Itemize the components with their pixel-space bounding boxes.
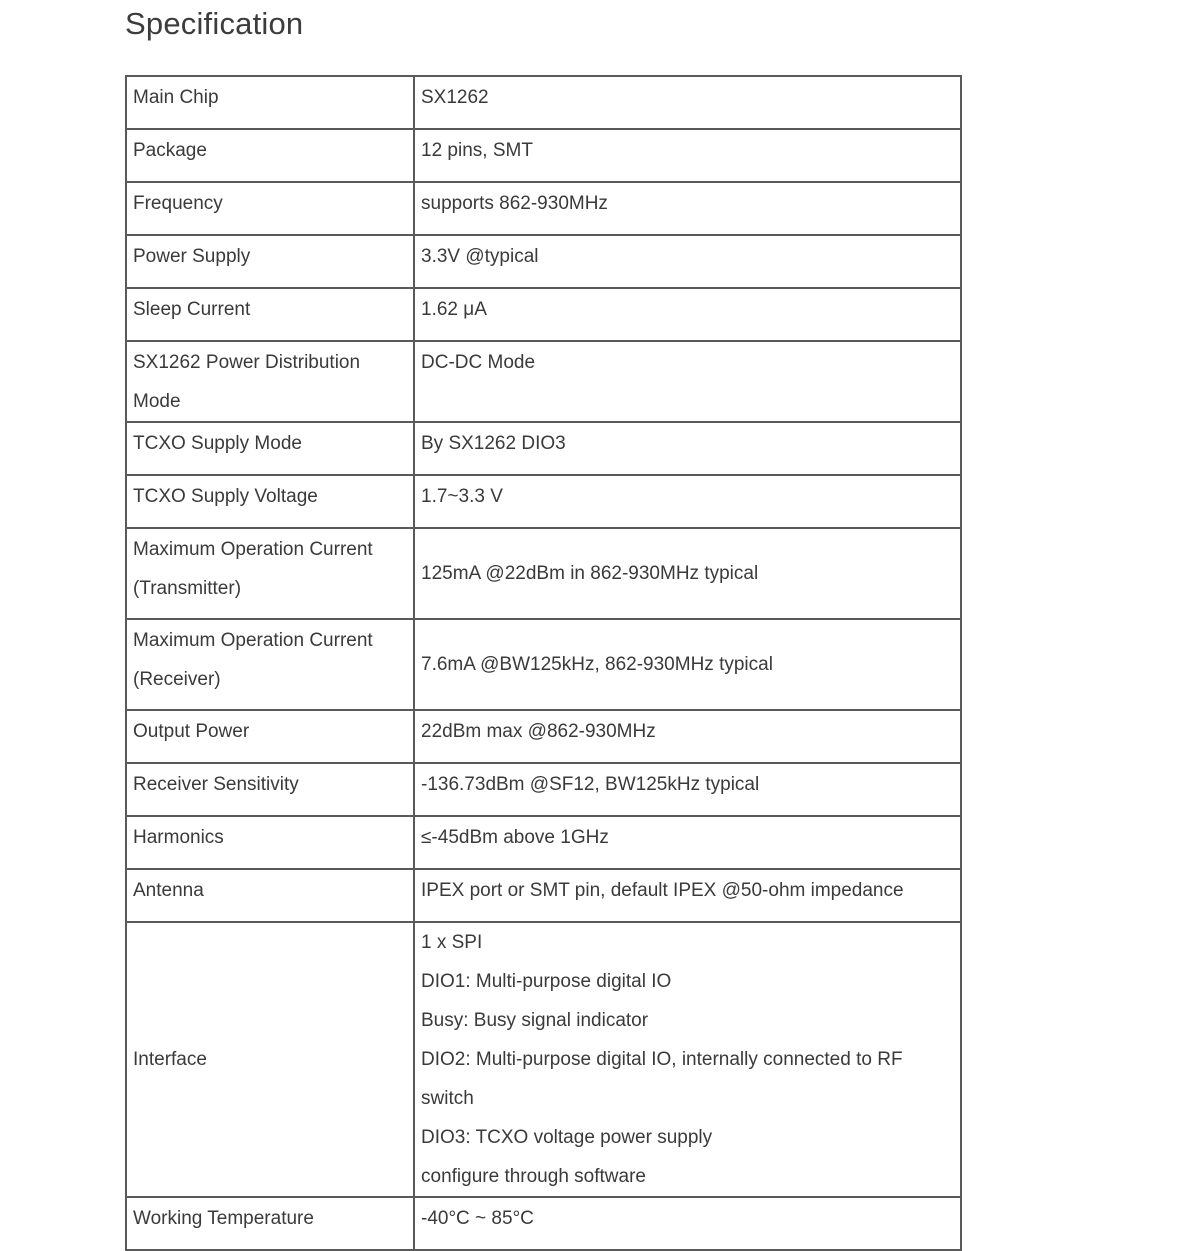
spec-value: ≤-45dBm above 1GHz	[414, 816, 961, 869]
spec-value: 3.3V @typical	[414, 235, 961, 288]
spec-label: Working Temperature	[126, 1197, 414, 1250]
spec-row-max-current-transmitter	[126, 528, 961, 619]
spec-label: Sleep Current	[126, 288, 414, 341]
spec-label: TCXO Supply Voltage	[126, 475, 414, 528]
spec-row-receiver-sensitivity	[126, 763, 961, 816]
spec-label-line: (Receiver)	[133, 669, 221, 690]
spec-label: Output Power	[126, 710, 414, 763]
spec-row-sleep-current	[126, 288, 961, 341]
specification-table	[125, 75, 962, 1251]
spec-value: 1.62 μA	[414, 288, 961, 341]
spec-value-line: configure through software	[421, 1166, 646, 1187]
spec-row-tcxo-supply-voltage	[126, 475, 961, 528]
spec-value-line: DIO2: Multi-purpose digital IO, internally connected to RF switch	[421, 1049, 903, 1109]
spec-row-harmonics	[126, 816, 961, 869]
spec-row-antenna	[126, 869, 961, 922]
spec-value: 7.6mA @BW125kHz, 862-930MHz typical	[414, 619, 961, 710]
spec-row-working-temperature	[126, 1197, 961, 1250]
spec-label	[126, 619, 414, 710]
spec-label: Antenna	[126, 869, 414, 922]
spec-value: 22dBm max @862-930MHz	[414, 710, 961, 763]
spec-row-frequency	[126, 182, 961, 235]
spec-value-line: Busy: Busy signal indicator	[421, 1010, 649, 1031]
spec-label-line: Maximum Operation Current	[133, 539, 373, 560]
spec-label: Frequency	[126, 182, 414, 235]
spec-value: By SX1262 DIO3	[414, 422, 961, 475]
spec-row-tcxo-supply-mode	[126, 422, 961, 475]
spec-value: 12 pins, SMT	[414, 129, 961, 182]
spec-label: Harmonics	[126, 816, 414, 869]
spec-label-line: Maximum Operation Current	[133, 630, 373, 651]
spec-label	[126, 528, 414, 619]
spec-value: DC-DC Mode	[414, 341, 961, 422]
spec-value: supports 862-930MHz	[414, 182, 961, 235]
spec-value-line: 1 x SPI	[421, 932, 483, 953]
spec-label: Main Chip	[126, 76, 414, 129]
spec-row-output-power	[126, 710, 961, 763]
spec-value: -136.73dBm @SF12, BW125kHz typical	[414, 763, 961, 816]
spec-value-line: DIO3: TCXO voltage power supply	[421, 1127, 713, 1148]
spec-label: Power Supply	[126, 235, 414, 288]
spec-row-interface	[126, 922, 961, 1197]
spec-value: IPEX port or SMT pin, default IPEX @50-ohm impedance	[414, 869, 961, 922]
spec-row-power-supply	[126, 235, 961, 288]
spec-label-line: (Transmitter)	[133, 578, 242, 599]
spec-row-main-chip	[126, 76, 961, 129]
spec-label: Receiver Sensitivity	[126, 763, 414, 816]
spec-label: Interface	[126, 922, 414, 1197]
spec-value: SX1262	[414, 76, 961, 129]
spec-row-max-current-receiver	[126, 619, 961, 710]
spec-value: -40°C ~ 85°C	[414, 1197, 961, 1250]
spec-value: 125mA @22dBm in 862-930MHz typical	[414, 528, 961, 619]
spec-value	[414, 922, 961, 1197]
page-title: Specification	[125, 6, 304, 41]
spec-row-power-distribution-mode	[126, 341, 961, 422]
spec-row-package	[126, 129, 961, 182]
spec-value: 1.7~3.3 V	[414, 475, 961, 528]
spec-label: TCXO Supply Mode	[126, 422, 414, 475]
spec-value-line: DIO1: Multi-purpose digital IO	[421, 971, 672, 992]
spec-label: Package	[126, 129, 414, 182]
spec-label: SX1262 Power Distribution Mode	[126, 341, 414, 422]
